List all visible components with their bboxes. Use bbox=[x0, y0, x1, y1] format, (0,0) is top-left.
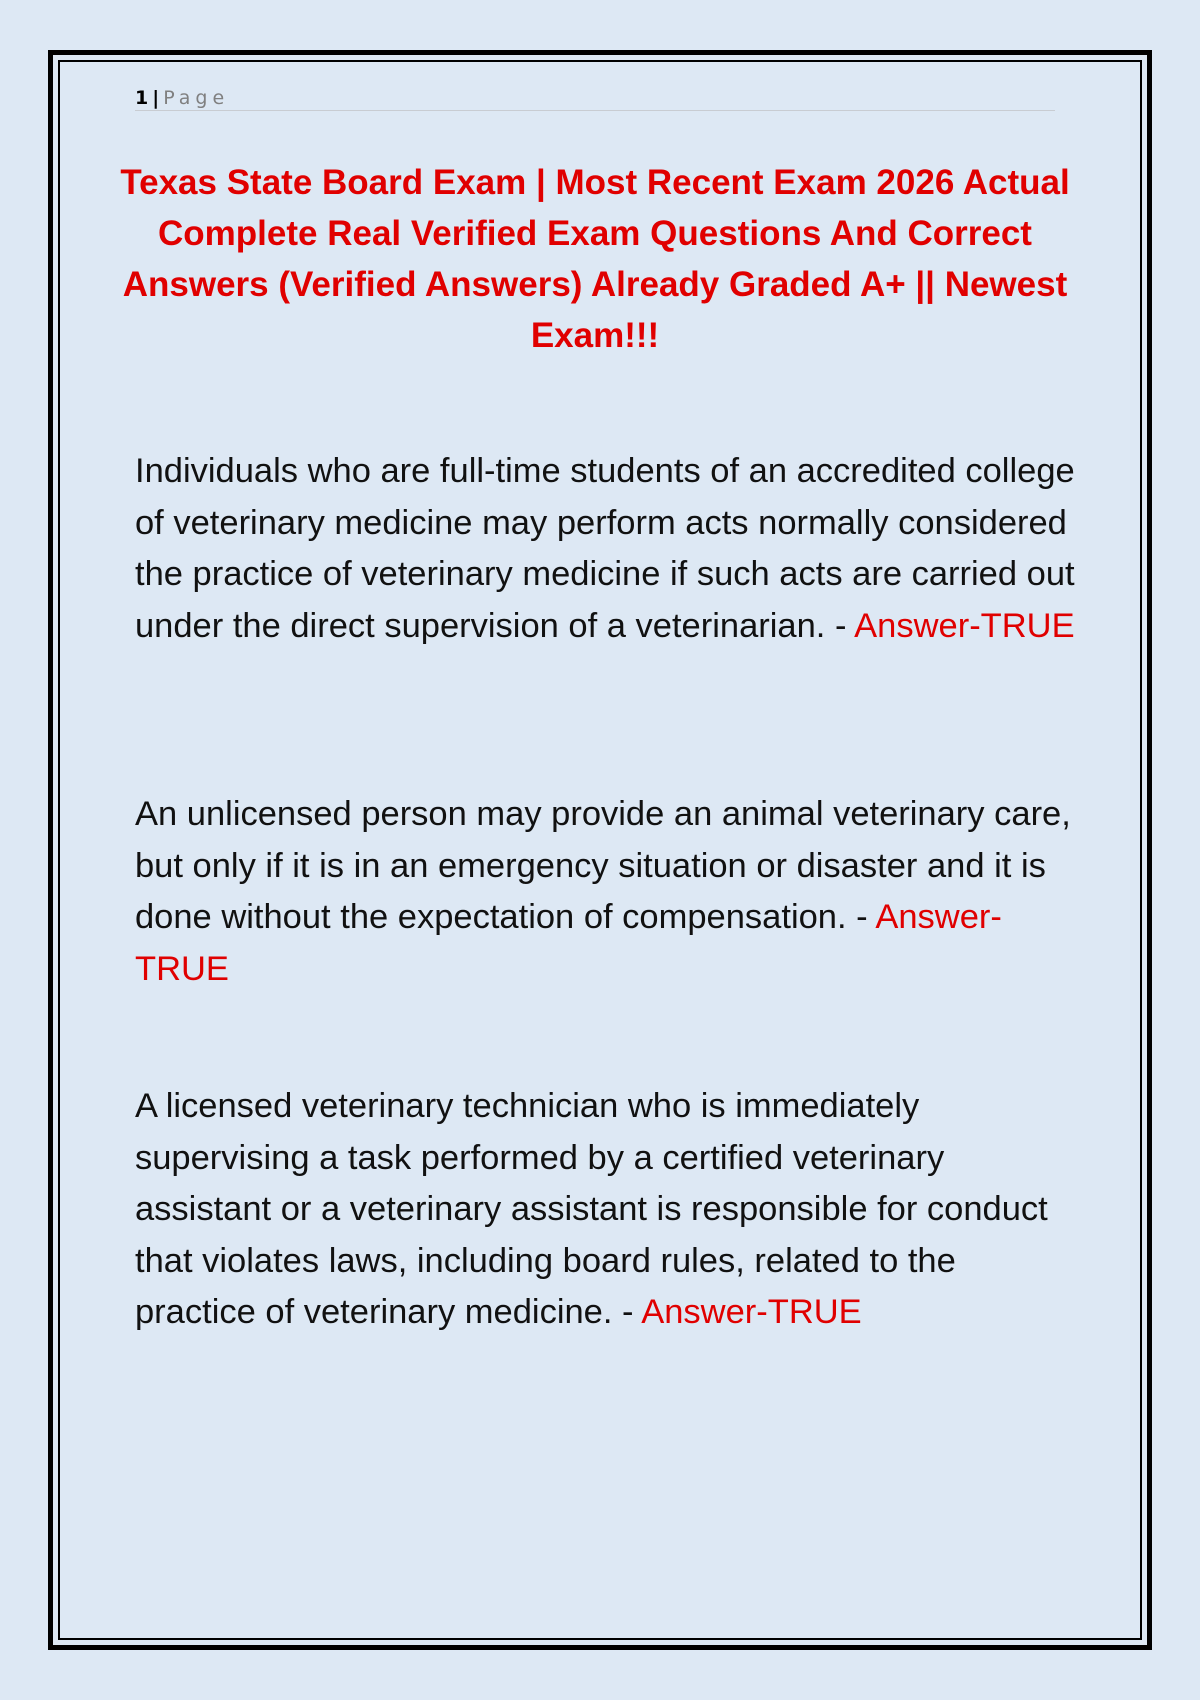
page-separator: | bbox=[152, 87, 160, 109]
answer-text: Answer-TRUE bbox=[641, 1293, 862, 1331]
document-title: Texas State Board Exam | Most Recent Exam 2026 Actual Complete Real Verified Exam Questions And Correct Answers (Verified Answers) Already Graded A+ || Newest Exam!!! bbox=[120, 163, 1070, 355]
document-page bbox=[48, 50, 1152, 1650]
page-label: Page bbox=[163, 87, 230, 109]
answer-text: Answer-TRUE bbox=[135, 898, 1002, 988]
answer-text: Answer-TRUE bbox=[854, 606, 1075, 645]
question-text: Individuals who are full-time students of an accredited college of veterinary medicine may perform acts normally considered the practice of veterinary medicine if such acts are carried out under the direct supervision of a veterinarian. - bbox=[135, 452, 1075, 645]
question-text: A licensed veterinary technician who is immediately supervising a task performed by a certified veterinary assistant or a veterinary assistant is responsible for conduct that violates laws, including board rules, related to the practice of veterinary medicine. - bbox=[135, 1087, 1048, 1331]
question-block bbox=[135, 446, 1075, 652]
page-header bbox=[135, 88, 1055, 111]
page-number: 1 bbox=[135, 87, 149, 109]
question-text: An unlicensed person may provide an animal veterinary care, but only if it is in an emergency situation or disaster and it is done without the expectation of compensation. - bbox=[135, 795, 1071, 936]
question-block bbox=[135, 1081, 1075, 1339]
question-block bbox=[135, 789, 1075, 995]
